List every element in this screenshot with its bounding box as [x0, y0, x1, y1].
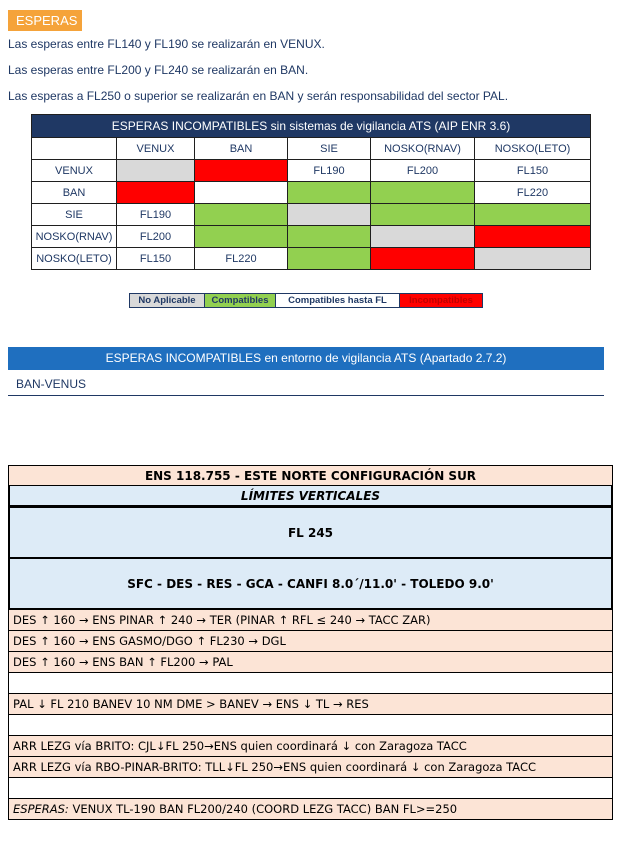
compat-cell: FL200 — [117, 226, 195, 248]
table-legend — [129, 293, 483, 308]
table-row — [32, 226, 591, 248]
row-header: NOSKO(RNAV) — [32, 226, 117, 248]
esperas-row — [8, 799, 613, 820]
holding-rule-line-2: Las esperas entre FL200 y FL240 se realizarán en BAN. — [8, 63, 309, 77]
column-header: SIE — [288, 138, 371, 160]
compat-cell — [371, 182, 475, 204]
section2-item: BAN-VENUS — [16, 377, 87, 391]
legend-item: Compatibles — [205, 294, 276, 307]
compat-cell: FL150 — [117, 248, 195, 270]
vertical-limits-label: LÍMITES VERTICALES — [8, 486, 613, 507]
compat-cell: FL220 — [195, 248, 288, 270]
column-header: BAN — [195, 138, 288, 160]
compat-cell — [195, 204, 288, 226]
section-tag-esperas: ESPERAS — [8, 10, 82, 31]
coordination-row: DES ↑ 160 → ENS BAN ↑ FL200 → PAL — [8, 652, 613, 673]
coordination-row: DES ↑ 160 → ENS PINAR ↑ 240 → TER (PINAR ↑ RFL ≤ 240 → TACC ZAR) — [8, 610, 613, 631]
esperas-text: VENUX TL-190 BAN FL200/240 (COORD LEZG TACC) BAN FL>=250 — [68, 802, 458, 816]
lower-limit: SFC - DES - RES - GCA - CANFI 8.0´/11.0' - TOLEDO 9.0' — [8, 559, 613, 610]
compat-cell — [475, 248, 591, 270]
divider — [8, 395, 604, 396]
compat-cell — [195, 226, 288, 248]
table-row — [32, 248, 591, 270]
corner-cell — [32, 138, 117, 160]
row-header: SIE — [32, 204, 117, 226]
compat-cell — [195, 160, 288, 182]
compat-cell — [288, 182, 371, 204]
row-header: NOSKO(LETO) — [32, 248, 117, 270]
compat-cell — [371, 226, 475, 248]
compat-cell: FL190 — [117, 204, 195, 226]
compat-cell: FL220 — [475, 182, 591, 204]
coordination-row: ARR LEZG vía RBO-PINAR-BRITO: TLL↓FL 250→ENS quien coordinará ↓ con Zaragoza TACC — [8, 757, 613, 778]
upper-limit: FL 245 — [8, 507, 613, 559]
column-header: NOSKO(RNAV) — [371, 138, 475, 160]
ens-sector-block — [8, 465, 613, 820]
ens-title: ENS 118.755 - ESTE NORTE CONFIGURACIÓN SUR — [8, 465, 613, 486]
row-header: VENUX — [32, 160, 117, 182]
holding-rule-line-1: Las esperas entre FL140 y FL190 se realizarán en VENUX. — [8, 37, 325, 51]
compat-cell: FL150 — [475, 160, 591, 182]
compat-cell — [371, 248, 475, 270]
holding-rule-line-3: Las esperas a FL250 o superior se realizarán en BAN y serán responsabilidad del sector PAL. — [8, 89, 509, 103]
compat-cell — [371, 204, 475, 226]
table-title: ESPERAS INCOMPATIBLES sin sistemas de vigilancia ATS (AIP ENR 3.6) — [32, 115, 591, 138]
compat-cell — [288, 226, 371, 248]
table-row — [32, 160, 591, 182]
table-row — [32, 182, 591, 204]
empty-row — [8, 778, 613, 799]
section2-title: ESPERAS INCOMPATIBLES en entorno de vigilancia ATS (Apartado 2.7.2) — [8, 347, 604, 370]
table-row — [32, 204, 591, 226]
empty-row — [8, 673, 613, 694]
compat-cell: FL190 — [288, 160, 371, 182]
compat-cell — [117, 182, 195, 204]
legend-item: Compatibles hasta FL — [276, 294, 400, 307]
legend-item: Incompatibles — [400, 294, 482, 307]
coordination-row: PAL ↓ FL 210 BANEV 10 NM DME > BANEV → ENS ↓ TL → RES — [8, 694, 613, 715]
esperas-label: ESPERAS: — [13, 802, 69, 816]
coordination-row: DES ↑ 160 → ENS GASMO/DGO ↑ FL230 → DGL — [8, 631, 613, 652]
incompatible-holds-table — [31, 114, 591, 270]
compat-cell — [288, 204, 371, 226]
compat-cell: FL200 — [371, 160, 475, 182]
column-header: VENUX — [117, 138, 195, 160]
compat-cell — [288, 248, 371, 270]
compat-cell — [117, 160, 195, 182]
row-header: BAN — [32, 182, 117, 204]
coordination-row: ARR LEZG vía BRITO: CJL↓FL 250→ENS quien coordinará ↓ con Zaragoza TACC — [8, 736, 613, 757]
legend-item: No Aplicable — [130, 294, 205, 307]
compat-cell — [475, 226, 591, 248]
compat-cell — [195, 182, 288, 204]
empty-row — [8, 715, 613, 736]
column-header: NOSKO(LETO) — [475, 138, 591, 160]
compat-cell — [475, 204, 591, 226]
